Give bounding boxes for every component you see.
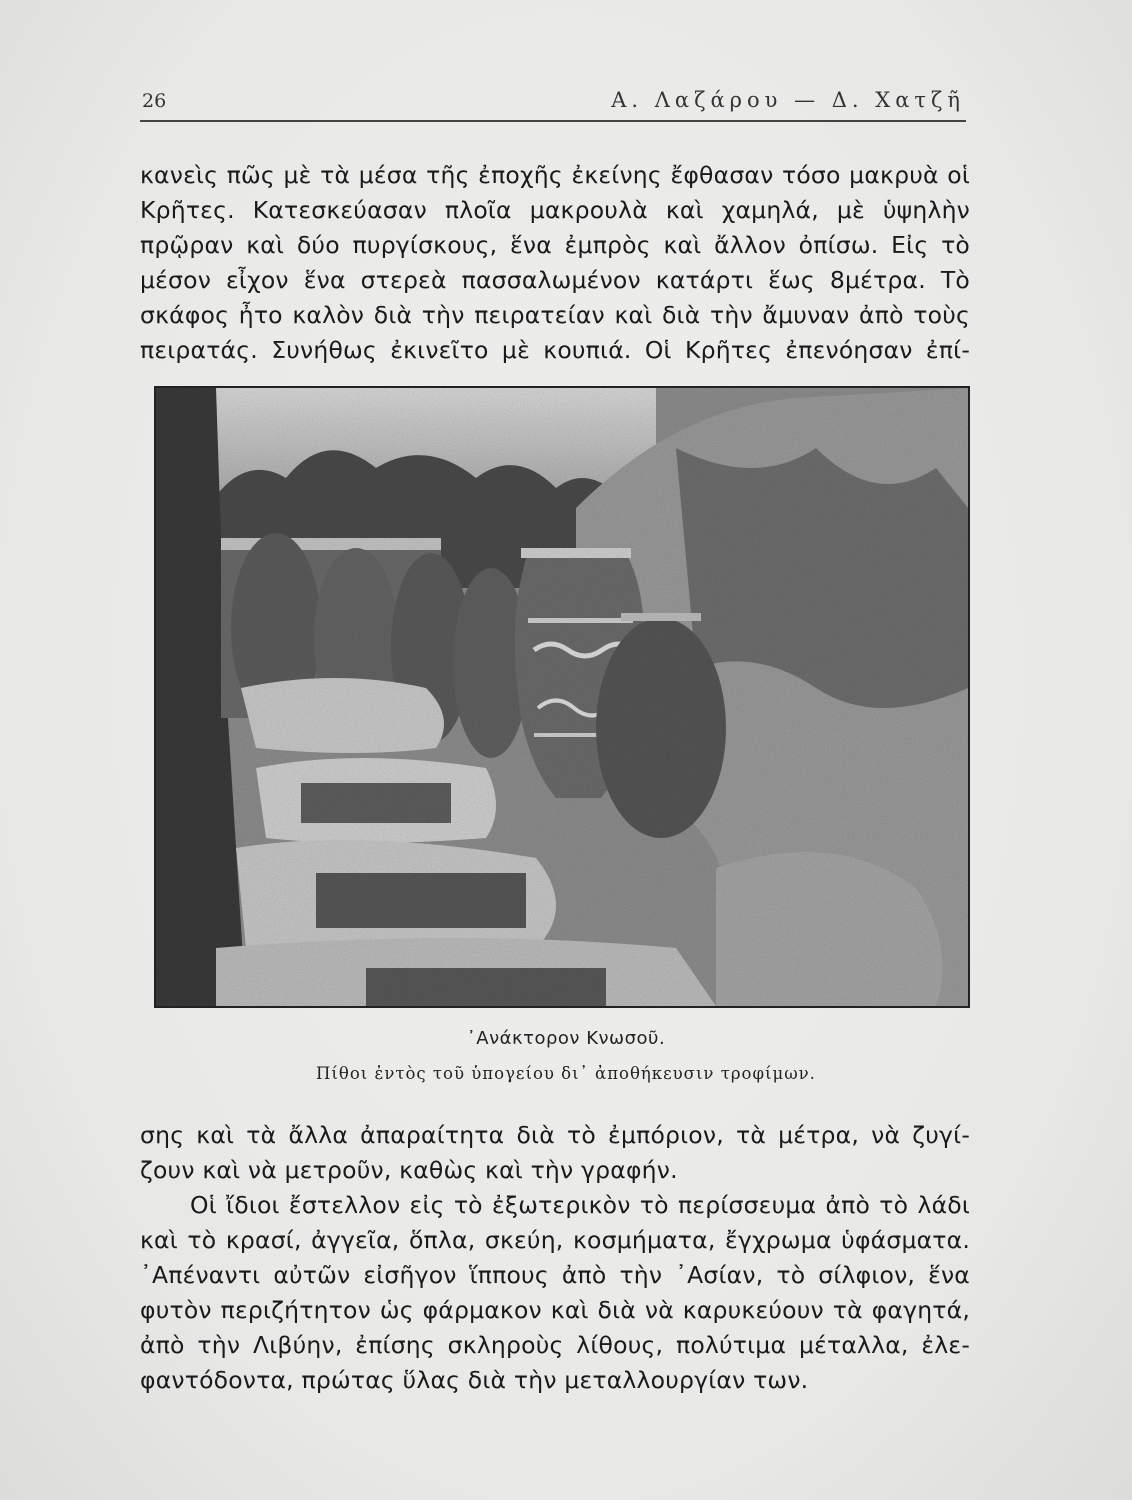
text-line: μέσον εἶχον ἕνα στερεὰ πασσαλωμένον κατάρτι ἕως 8μέτρα. Τὸ: [140, 266, 970, 294]
running-head-authors: Α. Λαζάρου — Δ. Χατζῆ: [611, 88, 965, 112]
text-line: σης καὶ τὰ ἄλλα ἀπαραίτητα διὰ τὸ ἐμπόριον, τὰ μέτρα, νὰ ζυγί-: [140, 1121, 970, 1149]
running-header: [140, 86, 965, 122]
text-line: φυτὸν περιζήτητον ὡς φάρμακον καὶ διὰ νὰ καρυκεύουν τὰ φαγητά,: [140, 1296, 970, 1324]
text-line: σκάφος ἦτο καλὸν διὰ τὴν πειρατείαν καὶ διὰ τὴν ἄμυναν ἀπὸ τοὺς: [140, 301, 970, 329]
text-line: φαντόδοντα, πρώτας ὕλας διὰ τὴν μεταλλουργίαν των.: [140, 1366, 809, 1394]
text-line: πρῷραν καὶ δύο πυργίσκους, ἕνα ἐμπρὸς καὶ ἄλλον ὀπίσω. Εἰς τὸ: [140, 231, 970, 259]
header-rule: [140, 120, 966, 122]
text-line: κανεὶς πῶς μὲ τὰ μέσα τῆς ἐποχῆς ἐκείνης ἔφθασαν τόσο μακρυὰ οἱ: [140, 161, 970, 189]
figure-caption-text: Πίθοι ἐντὸς τοῦ ὑπογείου δι᾿ ἀποθήκευσιν τροφίμων.: [316, 1064, 816, 1083]
knossos-pithoi-photo: [156, 388, 968, 1006]
paragraph-bottom-2: [140, 1188, 970, 1398]
text-line: Κρῆτες. Κατεσκεύασαν πλοῖα μακρουλὰ καὶ χαμηλά, μὲ ὑψηλὴν: [140, 196, 970, 224]
figure-photograph: [154, 386, 970, 1008]
figure-caption-title: ᾿Ανάκτορον Κνωσοῦ.: [466, 1028, 666, 1049]
text-line: ἀπὸ τὴν Λιβύην, ἐπίσης σκληροὺς λίθους, πολύτιμα μέταλλα, ἐλε-: [140, 1331, 970, 1359]
text-line: πειρατάς. Συνήθως ἐκινεῖτο μὲ κουπιά. Οἱ Κρῆτες ἐπενόησαν ἐπί-: [140, 336, 970, 364]
text-line: καὶ τὸ κρασί, ἀγγεῖα, ὅπλα, σκεύη, κοσμήματα, ἔγχρωμα ὑφάσματα.: [140, 1226, 970, 1254]
text-line: ζουν καὶ νὰ μετροῦν, καθὼς καὶ τὴν γραφήν.: [140, 1156, 678, 1184]
paragraph-top: [140, 158, 970, 368]
page-number: 26: [142, 90, 167, 112]
text-line: Οἱ ἴδιοι ἔστελλον εἰς τὸ ἐξωτερικὸν τὸ περίσσευμα ἀπὸ τὸ λάδι: [190, 1191, 970, 1219]
text-line: ᾿Απέναντι αὐτῶν εἰσῆγον ἵππους ἀπὸ τὴν ᾿Ασίαν, τὸ σίλφιον, ἕνα: [140, 1261, 970, 1289]
paragraph-bottom-1: [140, 1118, 970, 1188]
